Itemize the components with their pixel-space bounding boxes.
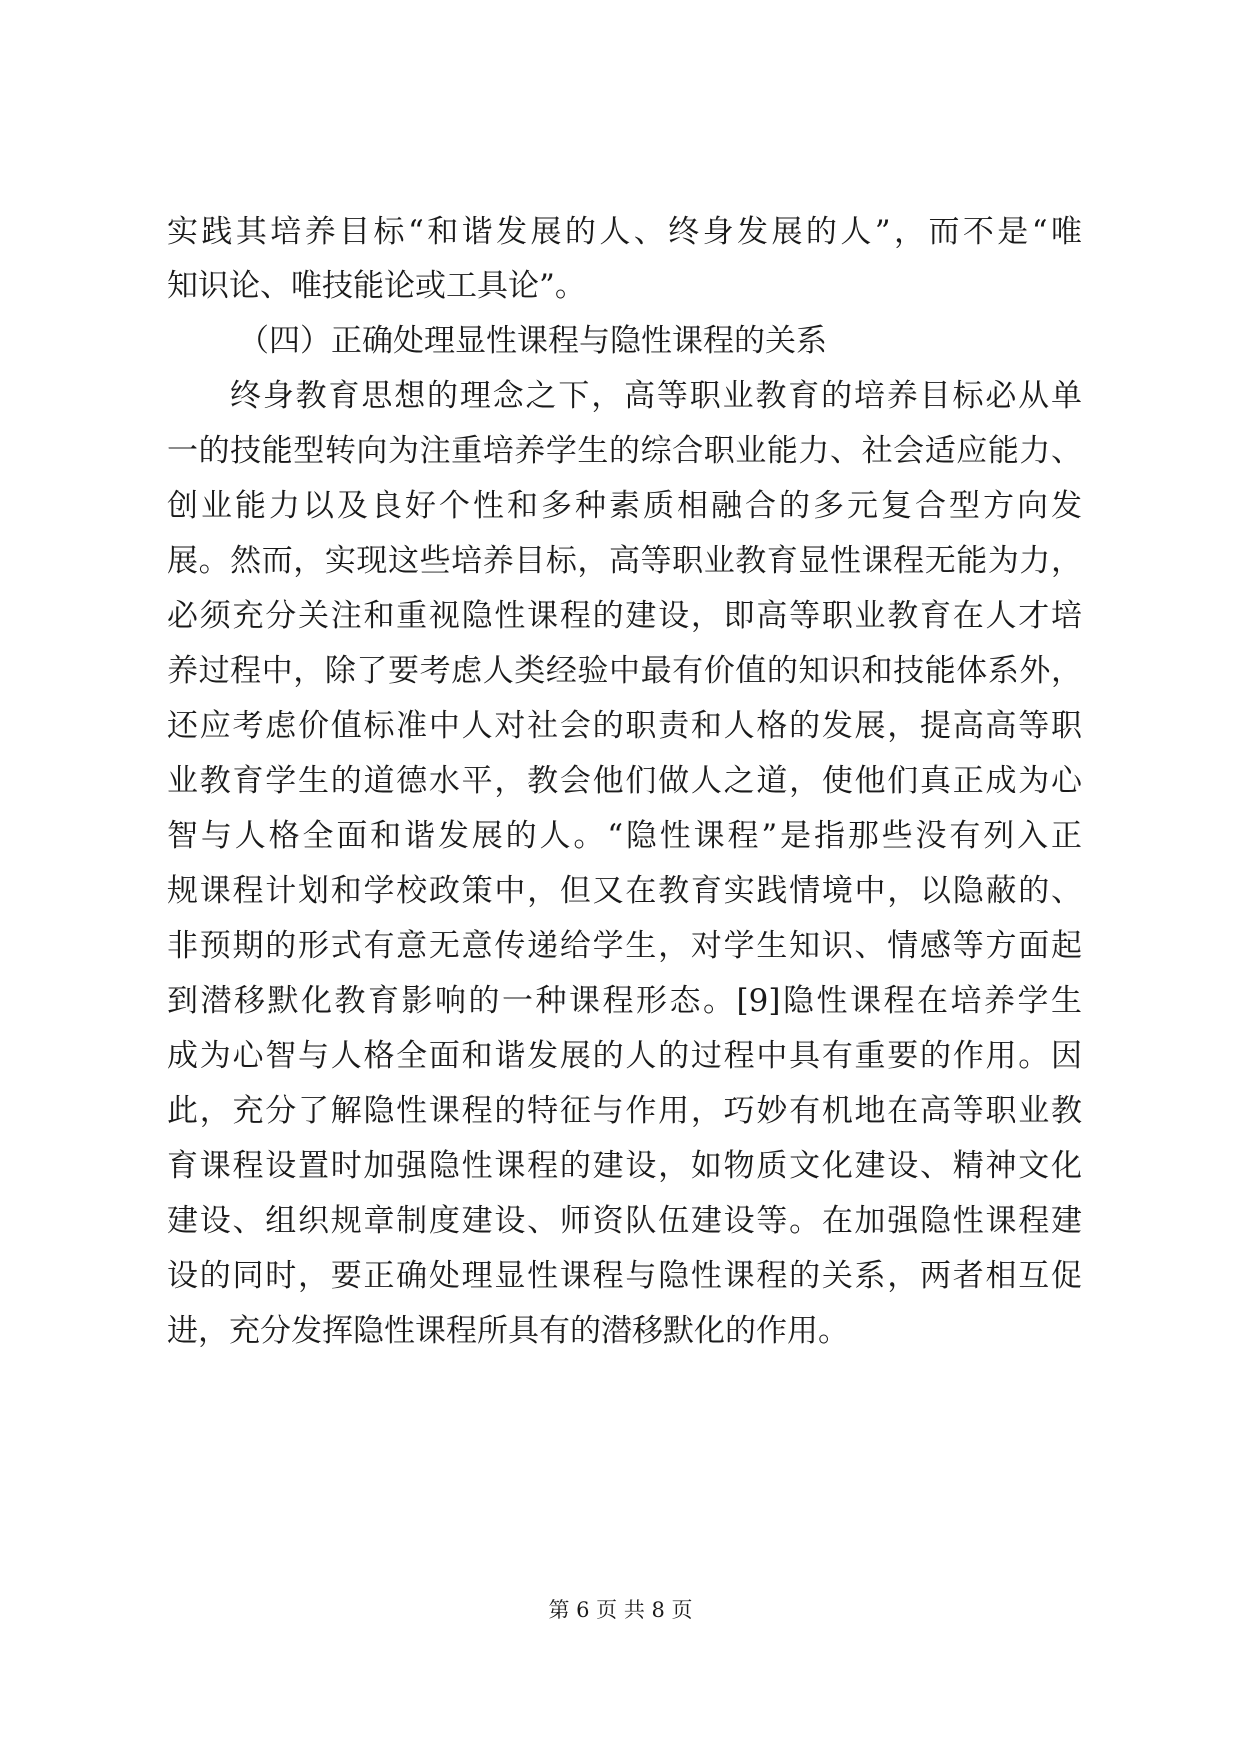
page-footer: 第 6 页 共 8 页	[548, 1598, 693, 1622]
intro-line-2: 知识论、唯技能论或工具论”。	[167, 268, 586, 304]
paragraph-line-9: 智与人格全面和谐发展的人。“隐性课程”是指那些没有列入正	[167, 818, 1082, 854]
paragraph-line-7: 还应考虑价值标准中人对社会的职责和人格的发展，提高高等职	[167, 708, 1082, 744]
paragraph-line-15: 育课程设置时加强隐性课程的建设，如物质文化建设、精神文化	[167, 1148, 1082, 1184]
paragraph-line-17: 设的同时，要正确处理显性课程与隐性课程的关系，两者相互促	[167, 1258, 1082, 1294]
intro-line-1: 实践其培养目标“和谐发展的人、终身发展的人”，而不是“唯	[167, 214, 1082, 250]
paragraph-line-4: 展。然而，实现这些培养目标，高等职业教育显性课程无能为力，	[167, 543, 1082, 579]
paragraph-line-12: 到潜移默化教育影响的一种课程形态。[9]隐性课程在培养学生	[167, 983, 1082, 1019]
paragraph-line-11: 非预期的形式有意无意传递给学生，对学生知识、情感等方面起	[167, 928, 1082, 964]
paragraph-line-13: 成为心智与人格全面和谐发展的人的过程中具有重要的作用。因	[167, 1038, 1082, 1074]
paragraph-line-6: 养过程中，除了要考虑人类经验中最有价值的知识和技能体系外，	[167, 653, 1082, 689]
paragraph-line-3: 创业能力以及良好个性和多种素质相融合的多元复合型方向发	[167, 488, 1082, 524]
paragraph-line-10: 规课程计划和学校政策中，但又在教育实践情境中，以隐蔽的、	[167, 873, 1082, 909]
paragraph-line-1: 终身教育思想的理念之下，高等职业教育的培养目标必从单	[230, 378, 1082, 414]
paragraph-line-16: 建设、组织规章制度建设、师资队伍建设等。在加强隐性课程建	[167, 1203, 1082, 1239]
paragraph-line-18: 进，充分发挥隐性课程所具有的潜移默化的作用。	[167, 1313, 849, 1349]
section-heading: （四）正确处理显性课程与隐性课程的关系	[238, 323, 827, 359]
paragraph-line-14: 此，充分了解隐性课程的特征与作用，巧妙有机地在高等职业教	[167, 1093, 1082, 1129]
paragraph-line-8: 业教育学生的道德水平，教会他们做人之道，使他们真正成为心	[167, 763, 1082, 799]
paragraph-line-2: 一的技能型转向为注重培养学生的综合职业能力、社会适应能力、	[167, 433, 1082, 469]
paragraph-line-5: 必须充分关注和重视隐性课程的建设，即高等职业教育在人才培	[167, 598, 1082, 634]
